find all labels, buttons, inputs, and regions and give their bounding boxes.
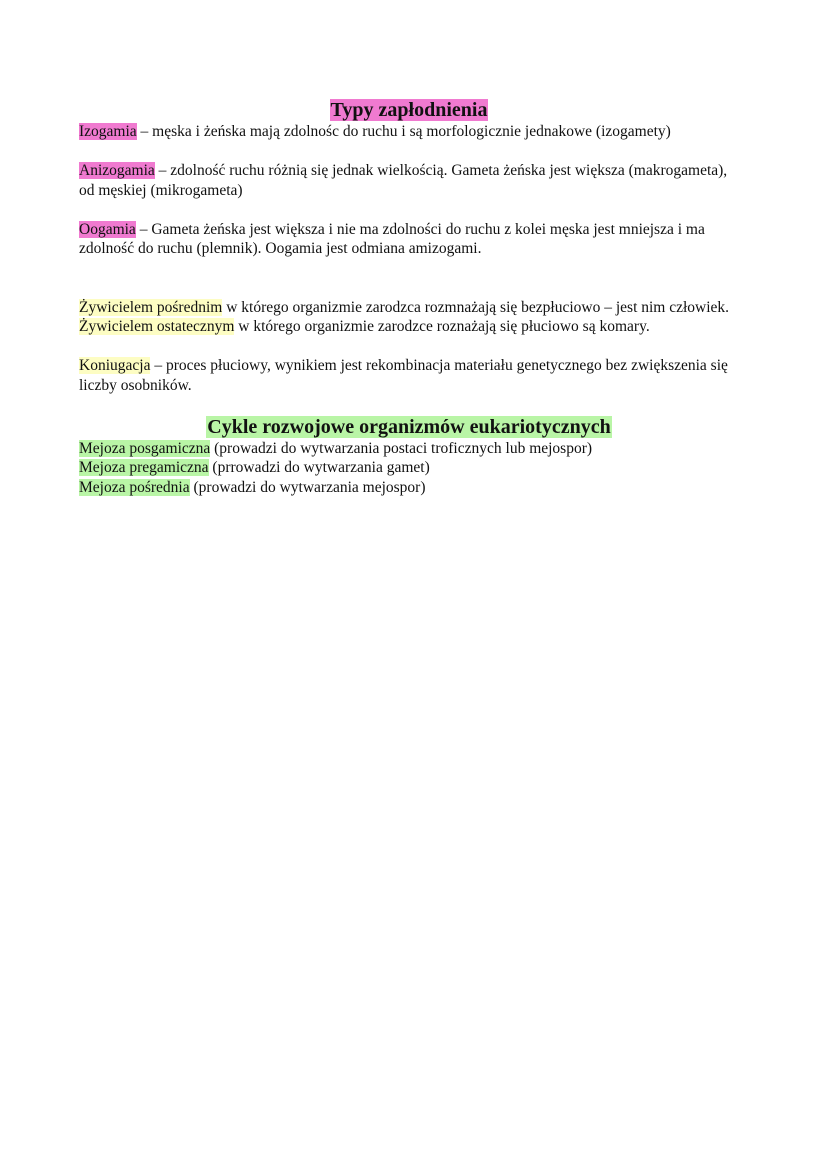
definition-text: w którego organizmie zarodzce roznażają się płuciowo są komary.: [234, 318, 650, 335]
title-highlight: Typy zapłodnienia: [330, 99, 488, 121]
definition-text: – męska i żeńska mają zdolnośc do ruchu i są morfologicznie jednakowe (izogamety): [136, 123, 671, 140]
definition-text: – Gameta żeńska jest większa i nie ma zdolności do ruchu z kolei męska jest mniejsza i ma zdolność do ruchu (plemnik). Oogamia jest odmiana amizogami.: [79, 220, 705, 257]
definition-koniugacja: [79, 356, 739, 395]
definition-definitive-host: [79, 317, 739, 337]
term-highlight: Koniugacja: [79, 357, 151, 374]
spacer: [79, 395, 739, 415]
definition-text: (prowadzi do wytwarzania mejospor): [189, 478, 426, 496]
document-page: [79, 98, 739, 497]
term-highlight: Żywicielem ostatecznym: [79, 318, 235, 335]
definition-text: – proces płuciowy, wynikiem jest rekombinacja materiału genetycznego bez zwiększenia się liczby osobników.: [79, 357, 728, 394]
term-highlight: Izogamia: [79, 123, 137, 140]
term-highlight: Oogamia: [79, 220, 136, 238]
spacer: [79, 200, 739, 220]
definition-izogamia: [79, 122, 739, 142]
definition-text: (prrowadzi do wytwarzania gamet): [208, 459, 430, 476]
definition-intermediate-host: [79, 298, 739, 318]
section-title-life-cycles: [79, 415, 739, 439]
definition-mejoza-posrednia: [79, 478, 739, 498]
term-highlight: Anizogamia: [79, 162, 155, 179]
definition-mejoza-posgamiczna: [79, 439, 739, 459]
definition-anizogamia: [79, 161, 739, 200]
definition-oogamia: [79, 220, 739, 259]
term-highlight: Żywicielem pośrednim: [79, 298, 223, 316]
term-highlight: Mejoza pośrednia: [79, 478, 190, 496]
section-title-fertilization-types: [79, 98, 739, 122]
spacer: [79, 142, 739, 162]
spacer: [79, 259, 739, 298]
definition-mejoza-pregamiczna: [79, 458, 739, 478]
spacer: [79, 337, 739, 357]
definition-text: (prowadzi do wytwarzania postaci troficznych lub mejospor): [210, 439, 593, 457]
term-highlight: Mejoza posgamiczna: [79, 439, 211, 457]
definition-text: – zdolność ruchu różnią się jednak wielkością. Gameta żeńska jest większa (makrogameta), od męskiej (mikrogameta): [79, 162, 728, 199]
term-highlight: Mejoza pregamiczna: [79, 459, 209, 476]
definition-text: w którego organizmie zarodzca rozmnażają się bezpłuciowo – jest nim człowiek.: [222, 298, 730, 316]
title-highlight: Cykle rozwojowe organizmów eukariotycznych: [207, 415, 611, 438]
